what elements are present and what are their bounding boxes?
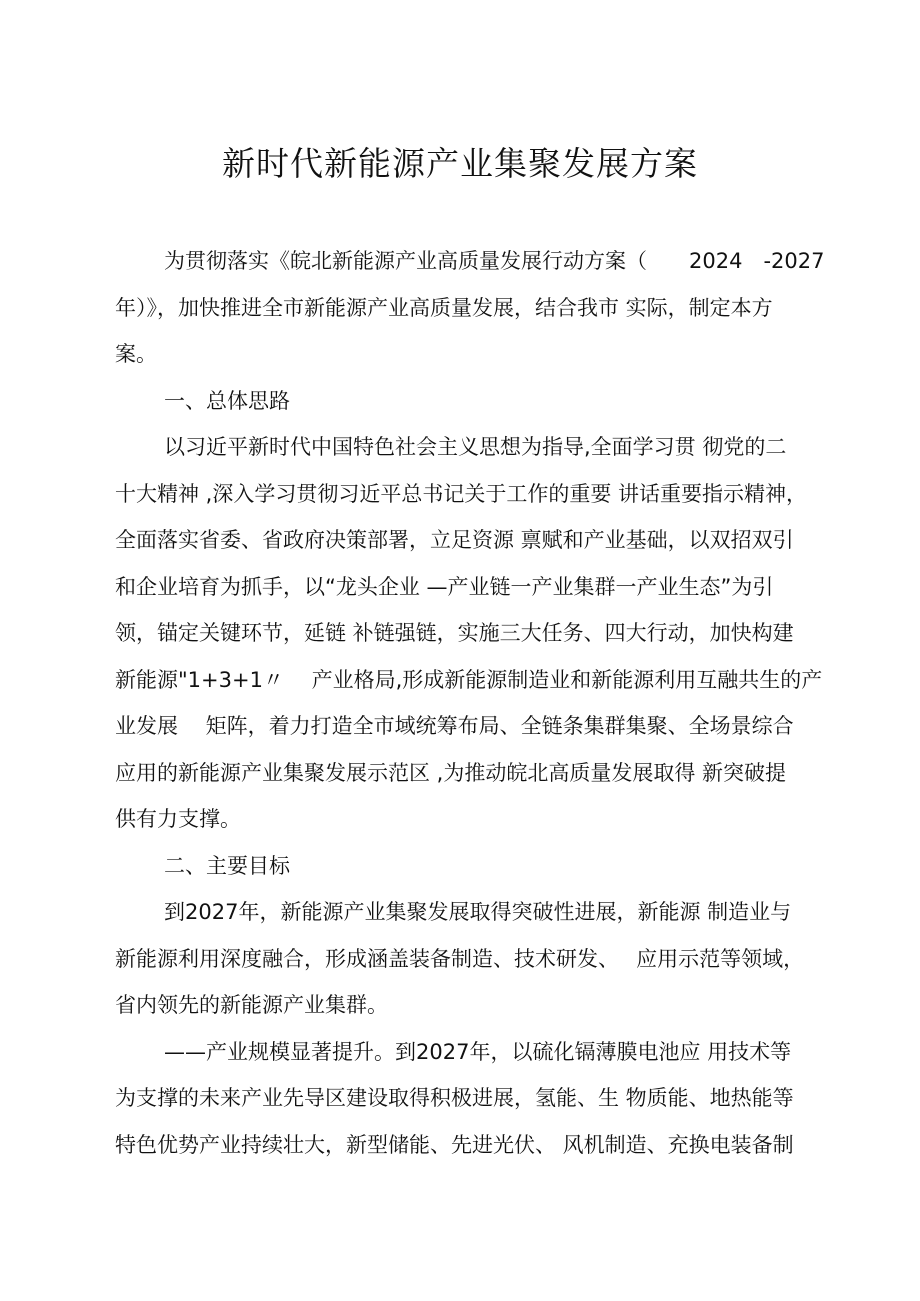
paragraph-line: 省内领先的新能源产业集群。 bbox=[115, 993, 388, 1017]
paragraph-line: 到2027年，新能源产业集聚发展取得突破性进展，新能源 制造业与 bbox=[164, 900, 792, 924]
paragraph-line: 供有力支撑。 bbox=[115, 807, 241, 831]
section-heading-2: 二、主要目标 bbox=[164, 853, 290, 878]
document-body bbox=[115, 238, 825, 1168]
paragraph-line: 十大精神 ,深入学习贯彻习近平总书记关于工作的重要 讲话重要指示精神， bbox=[115, 481, 808, 506]
paragraph-line: 业发展 矩阵，着力打造全市域统筹布局、全链条集群集聚、全场景综合 bbox=[115, 714, 794, 738]
paragraph-line: ——产业规模显著提升。到2027年，以硫化镉薄膜电池应 用技术等 bbox=[164, 1039, 792, 1064]
document-title: 新时代新能源产业集聚发展方案 bbox=[222, 144, 698, 183]
paragraph-line: 年）》，加快推进全市新能源产业高质量发展，结合我市 实际，制定本方 bbox=[115, 295, 773, 320]
paragraph-line: 新能源利用深度融合，形成涵盖装备制造、技术研发、 应用示范等领域， bbox=[115, 946, 805, 971]
paragraph-line: 为支撑的未来产业先导区建设取得积极进展，氢能、生 物质能、地热能等 bbox=[115, 1086, 794, 1110]
paragraph-line: 以习近平新时代中国特色社会主义思想为指导,全面学习贯 彻党的二 bbox=[164, 435, 787, 459]
paragraph-line: 应用的新能源产业集聚发展示范区 ,为推动皖北高质量发展取得 新突破提 bbox=[115, 760, 787, 785]
paragraph-line: 案。 bbox=[115, 342, 157, 366]
paragraph-line: 新能源"1+3+1〃 产业格局,形成新能源制造业和新能源利用互融共生的产 bbox=[115, 667, 823, 692]
paragraph-line: 特色优势产业持续壮大，新型储能、先进光伏、 风机制造、充换电装备制 bbox=[115, 1132, 794, 1157]
section-heading-1: 一、总体思路 bbox=[164, 388, 290, 413]
paragraph-line: 为贯彻落实《皖北新能源产业高质量发展行动方案（ 2024 -2027 bbox=[164, 249, 825, 273]
paragraph-line: 和企业培育为抓手，以“龙头企业 —产业链一产业集群一产业生态”为引 bbox=[115, 574, 774, 599]
paragraph-line: 领，锚定关键环节，延链 补链强链，实施三大任务、四大行动，加快构建 bbox=[115, 621, 794, 645]
paragraph-line: 全面落实省委、省政府决策部署，立足资源 禀赋和产业基础，以双招双引 bbox=[115, 528, 794, 552]
